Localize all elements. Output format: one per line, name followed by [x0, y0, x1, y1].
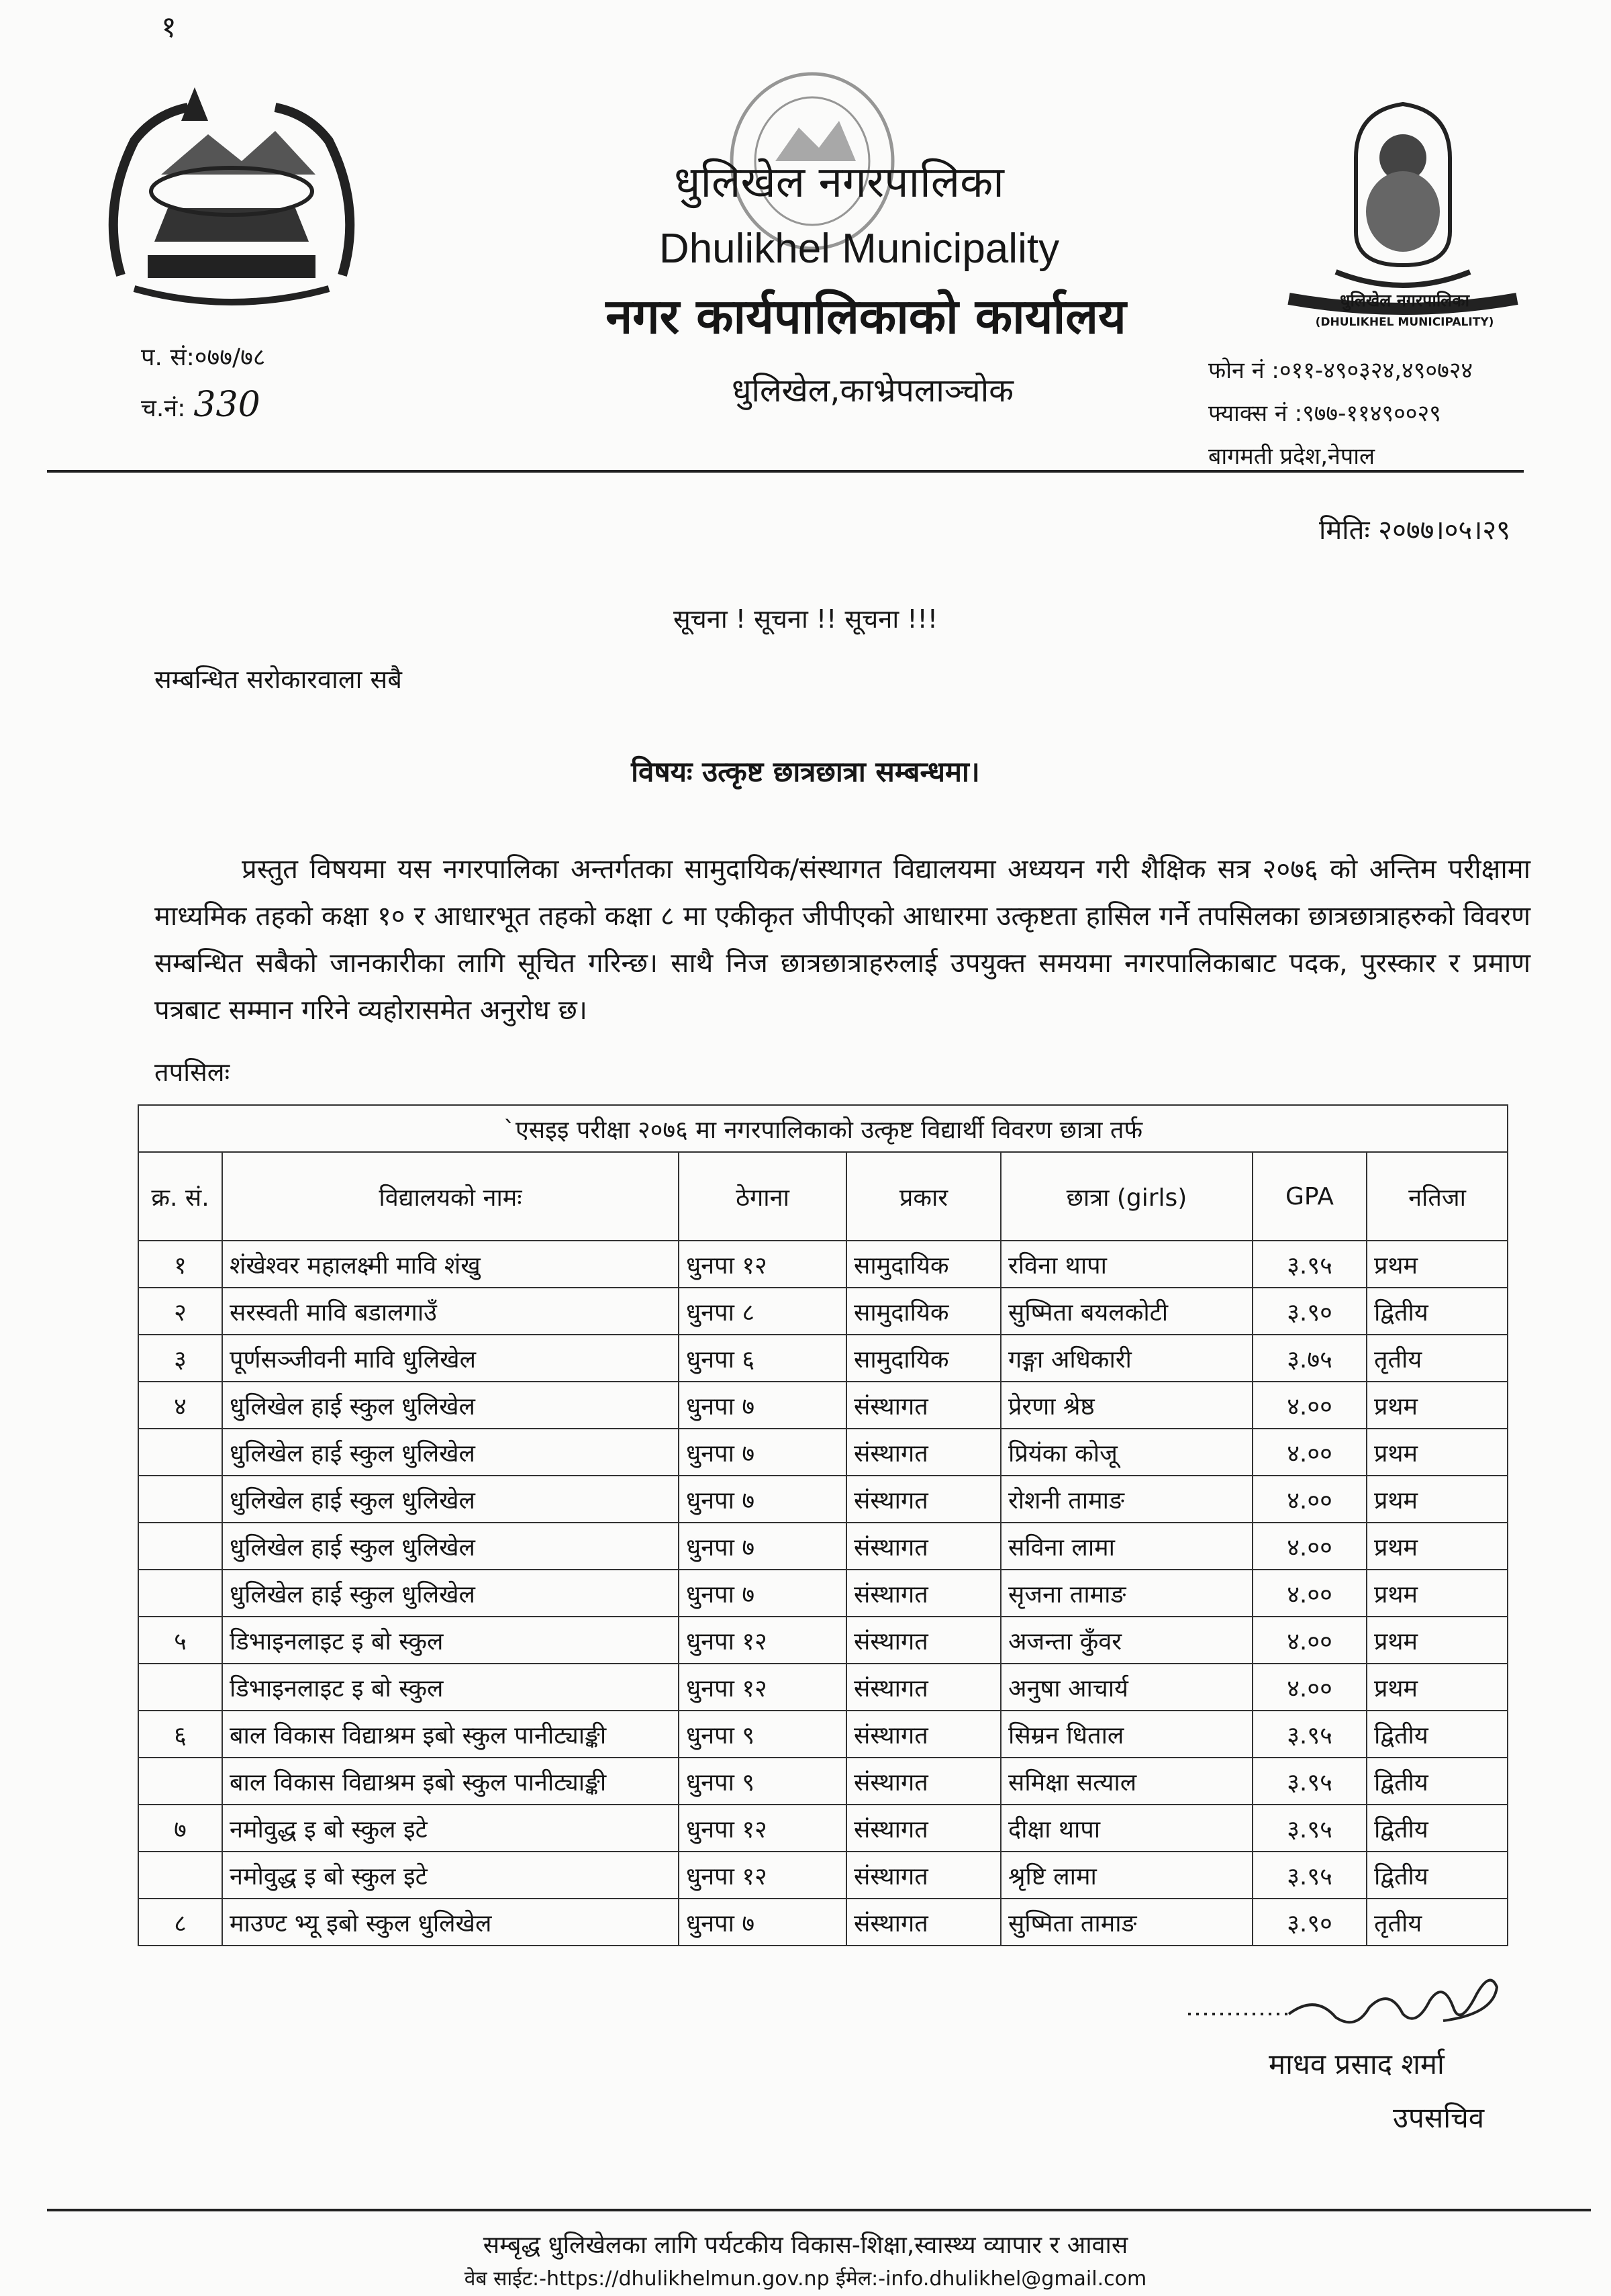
page-number: १	[161, 10, 177, 44]
table-row	[138, 1288, 1508, 1335]
type-cell: संस्थागत	[846, 1805, 1001, 1852]
result-cell: द्वितीय	[1367, 1288, 1508, 1335]
col-header: क्र. सं.	[138, 1152, 222, 1241]
school-cell: नमोवुद्ध इ बो स्कुल इटे	[222, 1805, 679, 1852]
gpa-cell: ३.९५	[1253, 1711, 1367, 1758]
address-cell: धुनपा ७	[679, 1476, 846, 1523]
contact-block	[1208, 349, 1473, 478]
table-caption: `एसइइ परीक्षा २०७६ मा नगरपालिकाको उत्कृष्ट विद्यार्थी विवरण छात्रा तर्फ	[138, 1105, 1508, 1152]
address-cell: धुनपा ८	[679, 1288, 846, 1335]
result-cell: द्वितीय	[1367, 1758, 1508, 1805]
type-cell: सामुदायिक	[846, 1241, 1001, 1288]
serial-cell: ७	[138, 1805, 222, 1852]
header-divider	[47, 470, 1524, 473]
dispatch-label: च.नं:	[141, 395, 186, 422]
dispatch-number: 330	[193, 385, 260, 425]
province: बागमती प्रदेश,नेपाल	[1208, 443, 1375, 470]
table-row	[138, 1241, 1508, 1288]
type-cell: संस्थागत	[846, 1758, 1001, 1805]
type-cell: संस्थागत	[846, 1570, 1001, 1617]
gpa-cell: ३.९५	[1253, 1758, 1367, 1805]
gpa-cell: ४.००	[1253, 1570, 1367, 1617]
col-header: विद्यालयको नामः	[222, 1152, 679, 1241]
school-cell: धुलिखेल हाई स्कुल धुलिखेल	[222, 1476, 679, 1523]
serial-cell	[138, 1476, 222, 1523]
serial-cell	[138, 1852, 222, 1899]
type-cell: संस्थागत	[846, 1523, 1001, 1570]
address-cell: धुनपा ७	[679, 1899, 846, 1946]
results-table	[138, 1104, 1508, 1946]
gpa-cell: ४.००	[1253, 1523, 1367, 1570]
gpa-cell: ३.७५	[1253, 1335, 1367, 1382]
address-cell: धुनपा १२	[679, 1852, 846, 1899]
col-header: छात्रा (girls)	[1001, 1152, 1253, 1241]
serial-cell	[138, 1570, 222, 1617]
table-row	[138, 1335, 1508, 1382]
letter-date: मितिः २०७७।०५।२९	[1319, 515, 1510, 546]
table-row	[138, 1664, 1508, 1711]
address-cell: धुनपा १२	[679, 1805, 846, 1852]
serial-cell: २	[138, 1288, 222, 1335]
result-cell: प्रथम	[1367, 1382, 1508, 1429]
gpa-cell: ३.९०	[1253, 1288, 1367, 1335]
gpa-cell: ४.००	[1253, 1382, 1367, 1429]
type-cell: संस्थागत	[846, 1382, 1001, 1429]
gpa-cell: ४.००	[1253, 1617, 1367, 1664]
type-cell: संस्थागत	[846, 1476, 1001, 1523]
address-cell: धुनपा ७	[679, 1429, 846, 1476]
type-cell: सामुदायिक	[846, 1288, 1001, 1335]
address-cell: धुनपा १२	[679, 1241, 846, 1288]
table-row	[138, 1805, 1508, 1852]
result-cell: प्रथम	[1367, 1523, 1508, 1570]
result-cell: द्वितीय	[1367, 1711, 1508, 1758]
type-cell: संस्थागत	[846, 1617, 1001, 1664]
table-row	[138, 1429, 1508, 1476]
footer-slogan: सम्बृद्ध धुलिखेलका लागि पर्यटकीय विकास-शिक्षा,स्वास्थ्य व्यापार र आवास	[483, 2232, 1128, 2259]
footer-divider	[47, 2209, 1591, 2211]
student-cell: सिम्रन धिताल	[1001, 1711, 1253, 1758]
result-cell: द्वितीय	[1367, 1852, 1508, 1899]
student-cell: दीक्षा थापा	[1001, 1805, 1253, 1852]
col-header: नतिजा	[1367, 1152, 1508, 1241]
col-header: प्रकार	[846, 1152, 1001, 1241]
fiscal-year: प. सं:०७७/७८	[141, 344, 266, 371]
gpa-cell: ३.९०	[1253, 1899, 1367, 1946]
school-cell: धुलिखेल हाई स्कुल धुलिखेल	[222, 1382, 679, 1429]
student-cell: प्रियंका कोजू	[1001, 1429, 1253, 1476]
school-cell: शंखेश्वर महालक्ष्मी मावि शंखु	[222, 1241, 679, 1288]
gpa-cell: ४.००	[1253, 1664, 1367, 1711]
dispatch-number-row	[141, 381, 266, 432]
result-cell: प्रथम	[1367, 1429, 1508, 1476]
emblem-caption-en: (DHULIKHEL MUNICIPALITY)	[1315, 316, 1494, 329]
serial-cell: ८	[138, 1899, 222, 1946]
address-cell: धुनपा ७	[679, 1382, 846, 1429]
table-header-row	[138, 1152, 1508, 1241]
student-cell: सविना लामा	[1001, 1523, 1253, 1570]
reference-block	[141, 334, 266, 432]
gpa-cell: ३.९५	[1253, 1852, 1367, 1899]
serial-cell	[138, 1429, 222, 1476]
serial-cell: ६	[138, 1711, 222, 1758]
table-row	[138, 1852, 1508, 1899]
school-cell: धुलिखेल हाई स्कुल धुलिखेल	[222, 1523, 679, 1570]
table-row	[138, 1617, 1508, 1664]
student-cell: गङ्गा अधिकारी	[1001, 1335, 1253, 1382]
student-cell: अजन्ता कुँवर	[1001, 1617, 1253, 1664]
office-address: धुलिखेल,काभ्रेपलाञ्चोक	[732, 372, 1014, 410]
table-row	[138, 1382, 1508, 1429]
address-cell: धुनपा १२	[679, 1664, 846, 1711]
gpa-cell: ३.९५	[1253, 1805, 1367, 1852]
school-cell: बाल विकास विद्याश्रम इबो स्कुल पानीट्याङ्की	[222, 1758, 679, 1805]
student-cell: रोशनी तामाङ	[1001, 1476, 1253, 1523]
result-cell: द्वितीय	[1367, 1805, 1508, 1852]
result-cell: प्रथम	[1367, 1570, 1508, 1617]
details-label: तपसिलः	[154, 1057, 230, 1087]
table-row	[138, 1476, 1508, 1523]
school-cell: डिभाइनलाइट इ बो स्कुल	[222, 1617, 679, 1664]
notice-heading: सूचना ! सूचना !! सूचना !!!	[673, 604, 938, 634]
school-cell: सरस्वती मावि बडालगाउँ	[222, 1288, 679, 1335]
table-row	[138, 1570, 1508, 1617]
subject-line: विषयः उत्कृष्ट छात्रछात्रा सम्बन्धमा।	[631, 755, 980, 788]
office-title: नगर कार्यपालिकाको कार्यालय	[605, 288, 1126, 344]
student-cell: प्रेरणा श्रेष्ठ	[1001, 1382, 1253, 1429]
table-body	[138, 1241, 1508, 1946]
table-row	[138, 1899, 1508, 1946]
table-row	[138, 1523, 1508, 1570]
result-cell: प्रथम	[1367, 1617, 1508, 1664]
serial-cell: १	[138, 1241, 222, 1288]
address-cell: धुनपा ९	[679, 1758, 846, 1805]
student-cell: श्रृष्टि लामा	[1001, 1852, 1253, 1899]
signature-icon	[1188, 1967, 1504, 2054]
school-cell: माउण्ट भ्यू इबो स्कुल धुलिखेल	[222, 1899, 679, 1946]
signatory-name: माधव प्रसाद शर्मा	[1269, 2048, 1445, 2080]
signatory-title: उपसचिव	[1393, 2101, 1485, 2134]
body-paragraph: प्रस्तुत विषयमा यस नगरपालिका अन्तर्गतका सामुदायिक/संस्थागत विद्यालयमा अध्ययन गरी शैक्षिक सत्र २०७६ को अन्तिम परीक्षामा माध्यमिक तहको कक्षा १० र आधारभूत तहको कक्षा ८ मा एकीकृत जीपीएको आधारमा उत्कृष्टता हासिल गर्ने तपसिलका छात्रछात्राहरुको विवरण सम्बन्धित सबैको जानकारीका लागि सूचित गरिन्छ। साथै निज छात्रछात्राहरुलाई उपयुक्त समयमा नगरपालिकाबाट पदक, पुरस्कार र प्रमाण पत्रबाट सम्मान गरिने व्यहोरासमेत अनुरोध छ।	[154, 854, 1530, 1026]
col-header: ठेगाना	[679, 1152, 846, 1241]
student-cell: समिक्षा सत्याल	[1001, 1758, 1253, 1805]
col-header: GPA	[1253, 1152, 1367, 1241]
fax: फ्याक्स नं :९७७-११४९००२९	[1208, 400, 1441, 427]
address-cell: धुनपा ७	[679, 1570, 846, 1617]
gpa-cell: ४.००	[1253, 1429, 1367, 1476]
serial-cell: ५	[138, 1617, 222, 1664]
nepal-emblem-icon	[94, 74, 369, 309]
school-cell: पूर्णसञ्जीवनी मावि धुलिखेल	[222, 1335, 679, 1382]
result-cell: तृतीय	[1367, 1335, 1508, 1382]
result-cell: प्रथम	[1367, 1664, 1508, 1711]
serial-cell	[138, 1664, 222, 1711]
result-cell: तृतीय	[1367, 1899, 1508, 1946]
municipality-name-en: Dhulikhel Municipality	[658, 226, 1060, 272]
school-cell: डिभाइनलाइट इ बो स्कुल	[222, 1664, 679, 1711]
emblem-caption-np: धुलिखेल नगरपालिका	[1340, 291, 1469, 310]
student-cell: सृजना तामाङ	[1001, 1570, 1253, 1617]
type-cell: संस्थागत	[846, 1711, 1001, 1758]
serial-cell	[138, 1523, 222, 1570]
serial-cell: ४	[138, 1382, 222, 1429]
type-cell: संस्थागत	[846, 1664, 1001, 1711]
student-cell: सुष्मिता तामाङ	[1001, 1899, 1253, 1946]
type-cell: संस्थागत	[846, 1852, 1001, 1899]
address-cell: धुनपा ६	[679, 1335, 846, 1382]
municipality-name-np: धुलिखेल नगरपालिका	[674, 158, 1004, 207]
serial-cell	[138, 1758, 222, 1805]
school-cell: धुलिखेल हाई स्कुल धुलिखेल	[222, 1570, 679, 1617]
address-cell: धुनपा ९	[679, 1711, 846, 1758]
serial-cell: ३	[138, 1335, 222, 1382]
salutation: सम्बन्धित सरोकारवाला सबै	[154, 665, 402, 694]
address-cell: धुनपा १२	[679, 1617, 846, 1664]
type-cell: सामुदायिक	[846, 1335, 1001, 1382]
school-cell: धुलिखेल हाई स्कुल धुलिखेल	[222, 1429, 679, 1476]
student-cell: अनुषा आचार्य	[1001, 1664, 1253, 1711]
school-cell: बाल विकास विद्याश्रम इबो स्कुल पानीट्याङ्की	[222, 1711, 679, 1758]
gpa-cell: ३.९५	[1253, 1241, 1367, 1288]
table-caption-row	[138, 1105, 1508, 1152]
address-cell: धुनपा ७	[679, 1523, 846, 1570]
table-row	[138, 1758, 1508, 1805]
student-cell: सुष्मिता बयलकोटी	[1001, 1288, 1253, 1335]
table-row	[138, 1711, 1508, 1758]
gpa-cell: ४.००	[1253, 1476, 1367, 1523]
school-cell: नमोवुद्ध इ बो स्कुल इटे	[222, 1852, 679, 1899]
type-cell: संस्थागत	[846, 1899, 1001, 1946]
phone: फोन नं :०११-४९०३२४,४९०७२४	[1208, 357, 1473, 384]
footer-contact: वेब साईट:-https://dhulikhelmun.gov.np ईमेल:-info.dhulikhel@gmail.com	[464, 2267, 1147, 2291]
result-cell: प्रथम	[1367, 1476, 1508, 1523]
student-cell: रविना थापा	[1001, 1241, 1253, 1288]
type-cell: संस्थागत	[846, 1429, 1001, 1476]
result-cell: प्रथम	[1367, 1241, 1508, 1288]
